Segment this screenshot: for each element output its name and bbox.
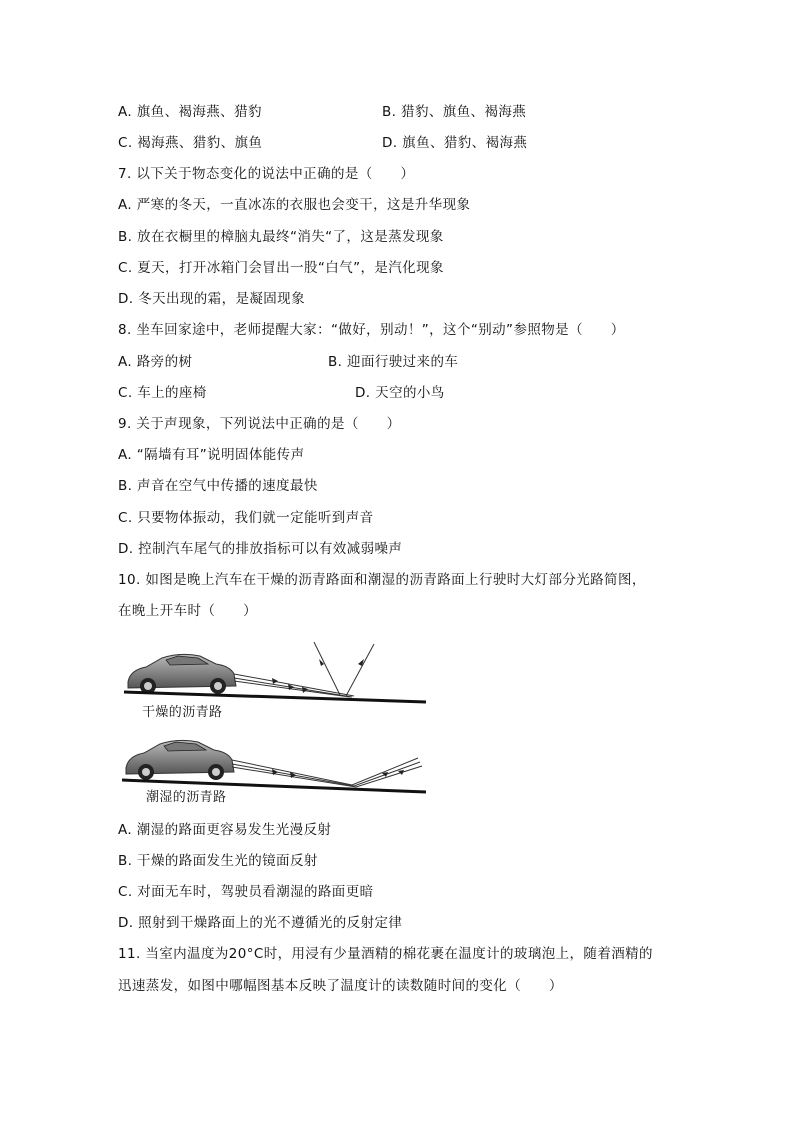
q7-stem: 7. 以下关于物态变化的说法中正确的是（ ） [118,166,415,182]
q10-stem-line2: 在晚上开车时（ ） [118,603,257,619]
dry-road-caption: 干燥的沥青路 [142,705,223,720]
q8-option-d: D. 天空的小鸟 [355,385,445,401]
q8-option-a: A. 路旁的树 [118,354,193,370]
q8-option-c: C. 车上的座椅 [118,385,207,401]
q9-option-d: D. 控制汽车尾气的排放指标可以有效减弱噪声 [118,541,403,557]
q9-stem: 9. 关于声现象，下列说法中正确的是（ ） [118,416,401,432]
q6-option-a: A. 旗鱼、褐海燕、猎豹 [118,104,262,120]
q9-option-a: A. “隔墙有耳”说明固体能传声 [118,447,305,463]
q11-stem-line2: 迅速蒸发，如图中哪幅图基本反映了温度计的读数随时间的变化（ ） [118,978,563,994]
q10-option-a: A. 潮湿的路面更容易发生光漫反射 [118,822,332,838]
q10-option-b: B. 干燥的路面发生光的镜面反射 [118,853,318,869]
wet-road-caption: 潮湿的沥青路 [146,790,227,805]
q6-option-d: D. 旗鱼、猎豹、褐海燕 [382,135,528,151]
q9-option-b: B. 声音在空气中传播的速度最快 [118,478,318,494]
q7-option-c: C. 夏天，打开冰箱门会冒出一股“白气”，是汽化现象 [118,260,444,276]
q10-option-c: C. 对面无车时，驾驶员看潮湿的路面更暗 [118,884,374,900]
car-icon [128,654,236,694]
q11-stem-line1: 11. 当室内温度为20°C时，用浸有少量酒精的棉花裹在温度计的玻璃泡上，随着酒精的 [118,946,653,962]
wet-road-diagram [118,730,430,822]
q7-option-a: A. 严寒的冬天，一直冰冻的衣服也会变干，这是升华现象 [118,197,471,213]
q8-option-b: B. 迎面行驶过来的车 [328,354,459,370]
q8-stem: 8. 坐车回家途中，老师提醒大家：“做好，别动！”，这个“别动”参照物是（ ） [118,322,625,338]
q9-option-c: C. 只要物体振动，我们就一定能听到声音 [118,510,374,526]
q7-option-d: D. 冬天出现的霜，是凝固现象 [118,291,305,307]
q10-option-d: D. 照射到干燥路面上的光不遵循光的反射定律 [118,915,403,931]
q7-option-b: B. 放在衣橱里的樟脑丸最终“消失“了，这是蒸发现象 [118,229,444,245]
q10-stem-line1: 10. 如图是晚上汽车在干燥的沥青路面和潮湿的沥青路面上行驶时大灯部分光路简图， [118,572,646,588]
figure-wet-road [118,730,430,822]
car-icon [126,740,234,780]
q6-option-c: C. 褐海燕、猎豹、旗鱼 [118,135,263,151]
q6-option-b: B. 猎豹、旗鱼、褐海燕 [382,104,527,120]
